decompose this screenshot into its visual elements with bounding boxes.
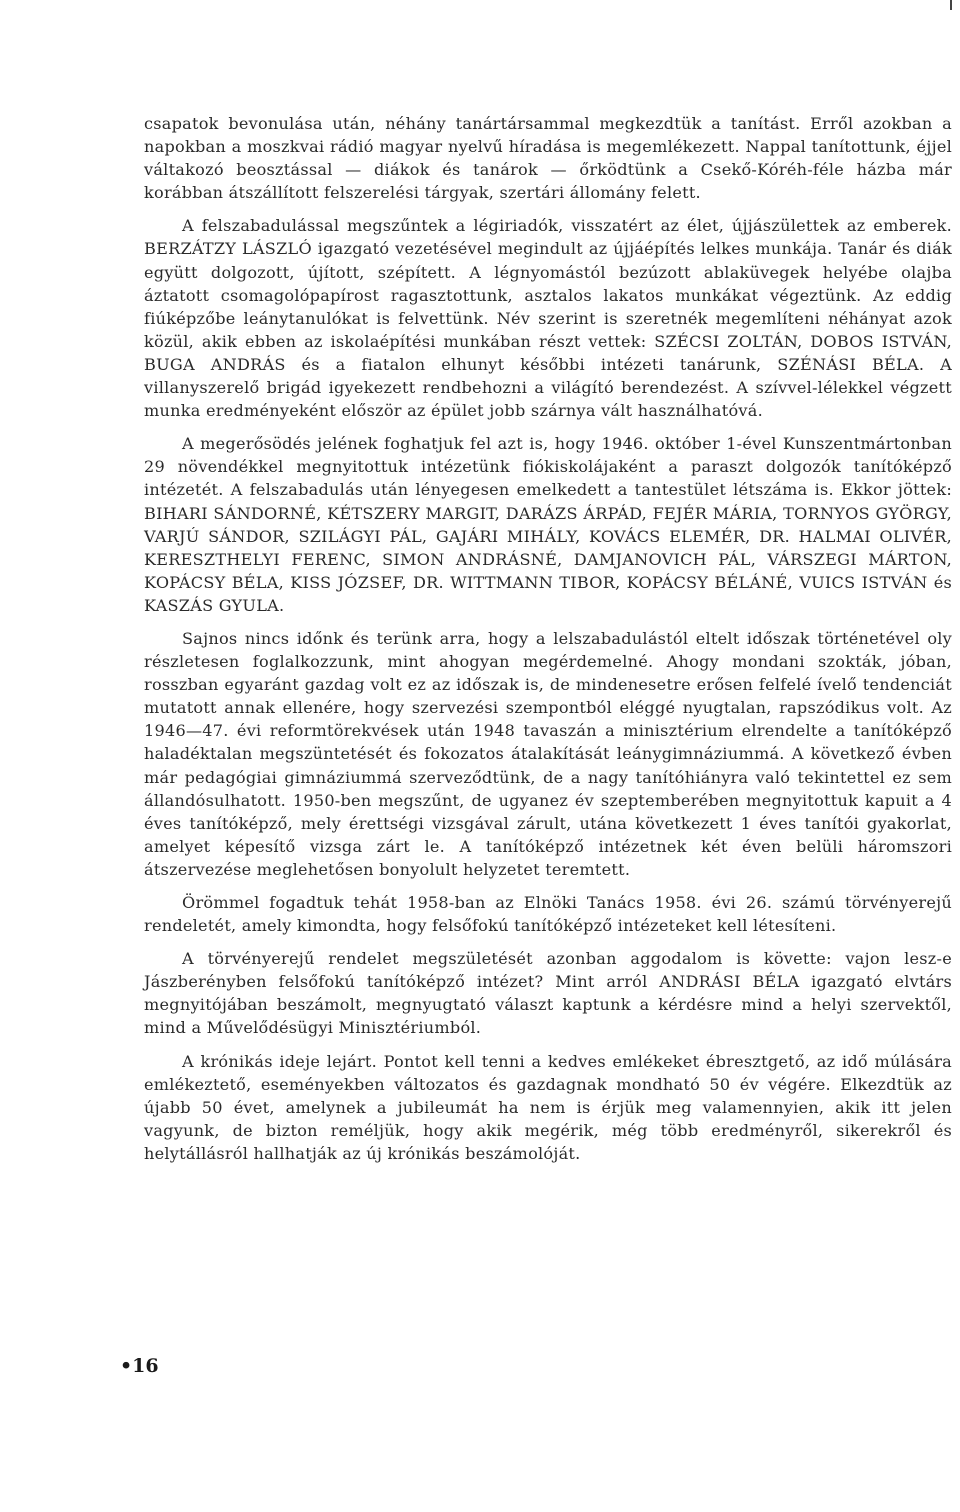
scan-edge-mark (950, 0, 952, 10)
paragraph-7: A krónikás ideje lejárt. Pontot kell tenni a kedves emlékeket ébresztgető, az idő múlására emlékeztető, eseményekben változatos és gazdagnak mondható 50 év végére. Elkezdtük az újabb 50 évet, amelynek a jubileumát ha nem is érjük meg valamennyien, akik itt jelen vagyunk, de bizton reméljük, hogy akik megérik, még több eredményről, sikerekről és helytállásról hallhatják az új krónikás beszámolóját. (144, 1051, 952, 1163)
page-number: •16 (120, 1355, 159, 1377)
paragraph-2: A felszabadulással megszűntek a légiriadók, visszatért az élet, újjászülettek az emberek. BERZÁTZY LÁSZLÓ igazgató vezetésével megindult az újjáépítés lelkes munkája. Tanár és diák együtt dolgozott, újított, szépített. A légnyomástól bezúzott ablaküvegek helyébe olajba áztatott csomagolópapírost ragasztottunk, asztalos lakatos munkákat végeztünk. Az eddig fiúképzőbe leánytanulókat is felvettünk. Név szerint is szeretnék megemlíteni néhányat azok közül, akik ebben az iskolaépítési munkában részt vettek: SZÉCSI ZOLTÁN, DOBOS ISTVÁN, BUGA ANDRÁS és a fiatalon elhunyt későbbi intézeti tanárunk, SZÉNÁSI BÉLA. A villanyszerelő brigád igyekezett rendbehozni a világító berendezést. A szívvel-lélekkel végzett munka eredményeként először az épület jobb szárnya vált használhatóvá. (144, 216, 952, 421)
paragraph-1: csapatok bevonulása után, néhány tanártársammal megkezdtük a tanítást. Erről azokban a napokban a moszkvai rádió magyar nyelvű híradása is megemlékezett. Nappal tanítottunk, éjjel váltakozó beosztással — diákok és tanárok — őrködtünk a Csekő-Kóréh-féle házba már korábban átszállított felszerelési tárgyak, szertári állomány felett. (144, 114, 952, 203)
paragraph-5: Örömmel fogadtuk tehát 1958-ban az Elnöki Tanács 1958. évi 26. számú törvényerejű rendeletét, amely kimondta, hogy felsőfokú tanítóképző intézeteket kell létesíteni. (144, 893, 952, 936)
paragraph-4: Sajnos nincs időnk és terünk arra, hogy a lelszabadulástól eltelt időszak történetével oly részletesen foglalkozzunk, mint ahogyan megérdemelné. Ahogy mondani szokták, jóban, rosszban egyaránt gazdag volt ez az időszak is, de mindenesetre erősen felfelé ívelő tendenciát mutatott annak ellenére, hogy szervezési szempontból eléggé nyugtalan, rapszódikus volt. Az 1946—47. évi reformtörekvések után 1948 tavaszán a minisztérium elrendelte a tanítóképző haladéktalan megszüntetését és fokozatos átalakítását leánygimnáziummá. A következő évben már pedagógiai gimnáziummá szerveződtünk, de a nagy tanítóhiányra való tekintettel ez sem állandósulhatott. 1950-ben megszűnt, de ugyanez év szeptemberében megnyitottuk kapuit a 4 éves tanítóképző, mely érettségi vizsgával zárult, utána következett 1 éves tanítói gyakorlat, amelyet képesítő vizsga zárt le. A tanítóképző intézetnek két éven belüli háromszori átszervezése meglehetősen bonyolult helyzetet teremtett. (144, 628, 952, 879)
body-text (144, 112, 952, 1165)
paragraph-3: A megerősödés jelének foghatjuk fel azt is, hogy 1946. október 1-ével Kunszentmártonban 29 növendékkel megnyitottuk intézetünk fiókiskolájaként a paraszt dolgozók tanítóképző intézetét. A felszabadulás után lényegesen emelkedett a tantestület létszáma is. Ekkor jöttek: BIHARI SÁNDORNÉ, KÉTSZERY MARGIT, DARÁZS ÁRPÁD, FEJÉR MÁRIA, TORNYOS GYÖRGY, VARJÚ SÁNDOR, SZILÁGYI PÁL, GAJÁRI MIHÁLY, KOVÁCS ELEMÉR, DR. HALMAI OLIVÉR, KERESZTHELYI FERENC, SIMON ANDRÁSNÉ, DAMJANOVICH PÁL, VÁRSZEGI MÁRTON, KOPÁCSY BÉLA, KISS JÓZSEF, DR. WITTMANN TIBOR, KOPÁCSY BÉLÁNÉ, VUICS ISTVÁN és KASZÁS GYULA. (144, 434, 952, 615)
page-number-value: 16 (132, 1355, 159, 1377)
paragraph-6: A törvényerejű rendelet megszületését azonban aggodalom is követte: vajon lesz-e Jászberényben felsőfokú tanítóképző intézet? Mint arról ANDRÁSI BÉLA igazgató elvtárs megnyitójában beszámolt, megnyugtató választ kaptunk a kérdésre mind a helyi szervektől, mind a Művelődésügyi Minisztériumból. (144, 949, 952, 1038)
